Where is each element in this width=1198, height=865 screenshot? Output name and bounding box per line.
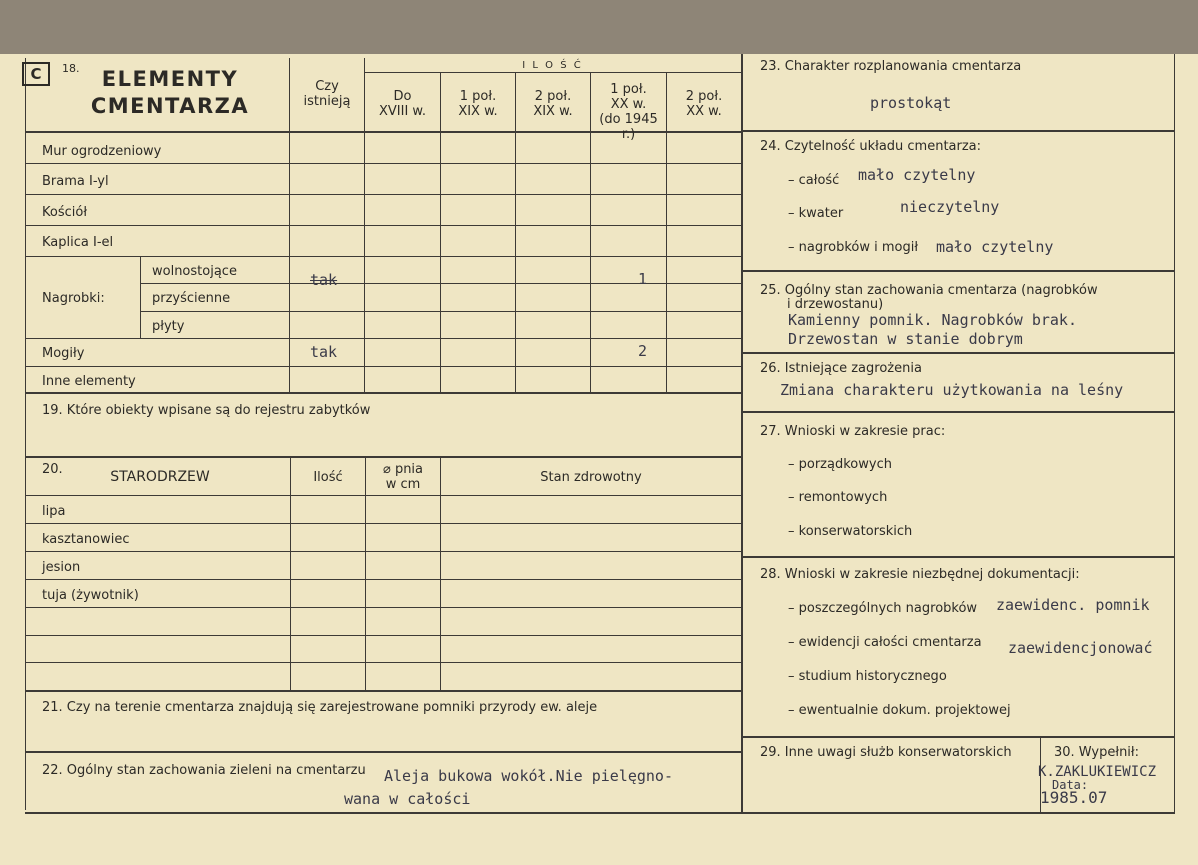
record-card	[0, 54, 1198, 865]
starodrzew-title: STARODRZEW	[110, 469, 210, 485]
q25-label-line2: i drzewostanu)	[787, 297, 884, 312]
header-stan-zdrowotny: Stan zdrowotny	[540, 470, 642, 485]
q28-item: – ewidencji całości cmentarza	[788, 635, 982, 650]
q28-value-nagrobkow: zaewidenc. pomnik	[996, 596, 1150, 614]
q28-item: – studium historycznego	[788, 669, 947, 684]
hline	[743, 736, 1174, 738]
tree-label: kasztanowiec	[42, 532, 130, 547]
nagrobki-sub-label: płyty	[152, 319, 185, 334]
q29-label: 29. Inne uwagi służb konserwatorskich	[760, 745, 1012, 760]
starodrzew-number: 20.	[42, 462, 63, 477]
hline	[25, 392, 741, 394]
value-nagrobki-count: 1	[638, 270, 648, 288]
vline	[440, 458, 441, 690]
section-title-line1: ELEMENTY	[101, 67, 239, 91]
hline	[25, 194, 741, 195]
q24-nagrobkow-value: mało czytelny	[936, 238, 1054, 256]
hline	[25, 495, 741, 496]
vline	[290, 458, 291, 690]
border-bottom	[25, 812, 1175, 814]
q21-label: 21. Czy na terenie cmentarza znajdują się zarejestrowane pomniki przyrody ew. aleje	[42, 700, 598, 715]
q30-name: K.ZAKLUKIEWICZ	[1038, 764, 1157, 780]
q23-answer: prostokąt	[870, 94, 952, 112]
q30-data-label: Data:	[1052, 778, 1089, 792]
value-nagrobki-czy: tak	[310, 271, 338, 289]
q22-label: 22. Ogólny stan zachowania zieleni na cmentarzu	[42, 763, 366, 778]
q27-item: – remontowych	[788, 490, 888, 505]
section-title-line2: CMENTARZA	[90, 94, 250, 118]
tree-label: lipa	[42, 504, 66, 519]
q24-calosc-value: mało czytelny	[858, 166, 976, 184]
header-do-xviii: Do XVIII w.	[378, 89, 426, 119]
q24-nagrobkow-label: – nagrobków i mogił	[788, 240, 919, 255]
vline	[365, 458, 366, 690]
q30-date: 1985.07	[1040, 788, 1108, 807]
hline	[743, 411, 1174, 413]
header-2pol-xx: 2 poł. XX w.	[685, 89, 723, 119]
hline	[25, 579, 741, 580]
header-1pol-xix: 1 poł. XIX w.	[458, 89, 498, 119]
header-1pol-xx: 1 poł. XX w. (do 1945 r.)	[599, 82, 658, 142]
q30-label: 30. Wypełnił:	[1054, 745, 1139, 760]
divider-middle	[741, 54, 743, 814]
q24-calosc-label: – całość	[788, 173, 840, 188]
header-ilosc-drzew: Ilość	[313, 470, 343, 485]
vline	[515, 73, 516, 392]
hline	[25, 225, 741, 226]
hline	[25, 635, 741, 636]
hline	[25, 607, 741, 608]
row-label: Kaplica I-el	[42, 235, 114, 250]
tree-label: tuja (żywotnik)	[42, 588, 139, 603]
q27-label: 27. Wnioski w zakresie prac:	[760, 424, 946, 439]
q22-answer-line2: wana w całości	[344, 790, 471, 808]
hline	[743, 270, 1174, 272]
q24-label: 24. Czytelność układu cmentarza:	[760, 139, 982, 154]
nagrobki-label: Nagrobki:	[42, 291, 105, 306]
q24-kwater-label: – kwater	[788, 206, 844, 221]
nagrobki-sub-label: przyścienne	[152, 291, 231, 306]
hline	[140, 311, 741, 312]
q25-answer-line2: Drzewostan w stanie dobrym	[788, 330, 1023, 348]
section-mark: C	[22, 62, 50, 86]
header-ilosc: I L O Ś Ć	[522, 60, 583, 71]
hline	[25, 523, 741, 524]
row-label: Mogiły	[42, 346, 85, 361]
hline	[25, 690, 741, 692]
vline	[140, 256, 141, 338]
row-label: Mur ogrodzeniowy	[42, 144, 162, 159]
q25-answer-line1: Kamienny pomnik. Nagrobków brak.	[788, 311, 1077, 329]
hline	[743, 556, 1174, 558]
q28-label: 28. Wnioski w zakresie niezbędnej dokumentacji:	[760, 567, 1080, 582]
hline	[25, 338, 741, 339]
q23-label: 23. Charakter rozplanowania cmentarza	[760, 59, 1022, 74]
border-right	[1174, 54, 1175, 814]
value-mogily-count: 2	[638, 342, 648, 360]
hline	[743, 130, 1174, 132]
q26-answer: Zmiana charakteru użytkowania na leśny	[780, 381, 1124, 399]
q22-answer-line1: Aleja bukowa wokół.Nie pielęgno-	[384, 767, 673, 785]
hline	[25, 256, 741, 257]
q27-item: – konserwatorskich	[788, 524, 913, 539]
q25-label-line1: 25. Ogólny stan zachowania cmentarza (nagrobków	[760, 283, 1098, 298]
nagrobki-sub-label: wolnostojące	[152, 264, 237, 279]
row-label: Kościół	[42, 205, 88, 220]
hline	[25, 662, 741, 663]
header-pien: ⌀ pnia w cm	[382, 462, 424, 492]
tree-label: jesion	[42, 560, 81, 575]
header-2pol-xix: 2 poł. XIX w.	[533, 89, 573, 119]
q26-label: 26. Istniejące zagrożenia	[760, 361, 922, 376]
top-binding-strip	[0, 0, 1198, 56]
q28-value-ewidencji: zaewidencjonować	[1008, 639, 1153, 657]
vline	[666, 73, 667, 392]
q24-kwater-value: nieczytelny	[900, 198, 1000, 216]
row-label: Brama I-yl	[42, 174, 109, 189]
q28-item: – poszczególnych nagrobków	[788, 601, 978, 616]
hline	[25, 163, 741, 164]
section-number: 18.	[62, 62, 80, 75]
value-mogily-czy: tak	[310, 343, 338, 361]
hline	[140, 283, 741, 284]
hline	[25, 551, 741, 552]
hline	[25, 366, 741, 367]
q27-item: – porządkowych	[788, 457, 892, 472]
vline	[440, 73, 441, 392]
hline	[25, 751, 741, 753]
border-left	[25, 58, 26, 810]
row-label: Inne elementy	[42, 374, 136, 389]
q28-item: – ewentualnie dokum. projektowej	[788, 703, 1011, 718]
hline	[25, 456, 741, 458]
hline	[743, 352, 1174, 354]
header-czy-istnieja: Czy istnieją	[303, 79, 351, 109]
q19-label: 19. Które obiekty wpisane są do rejestru zabytków	[42, 403, 371, 418]
